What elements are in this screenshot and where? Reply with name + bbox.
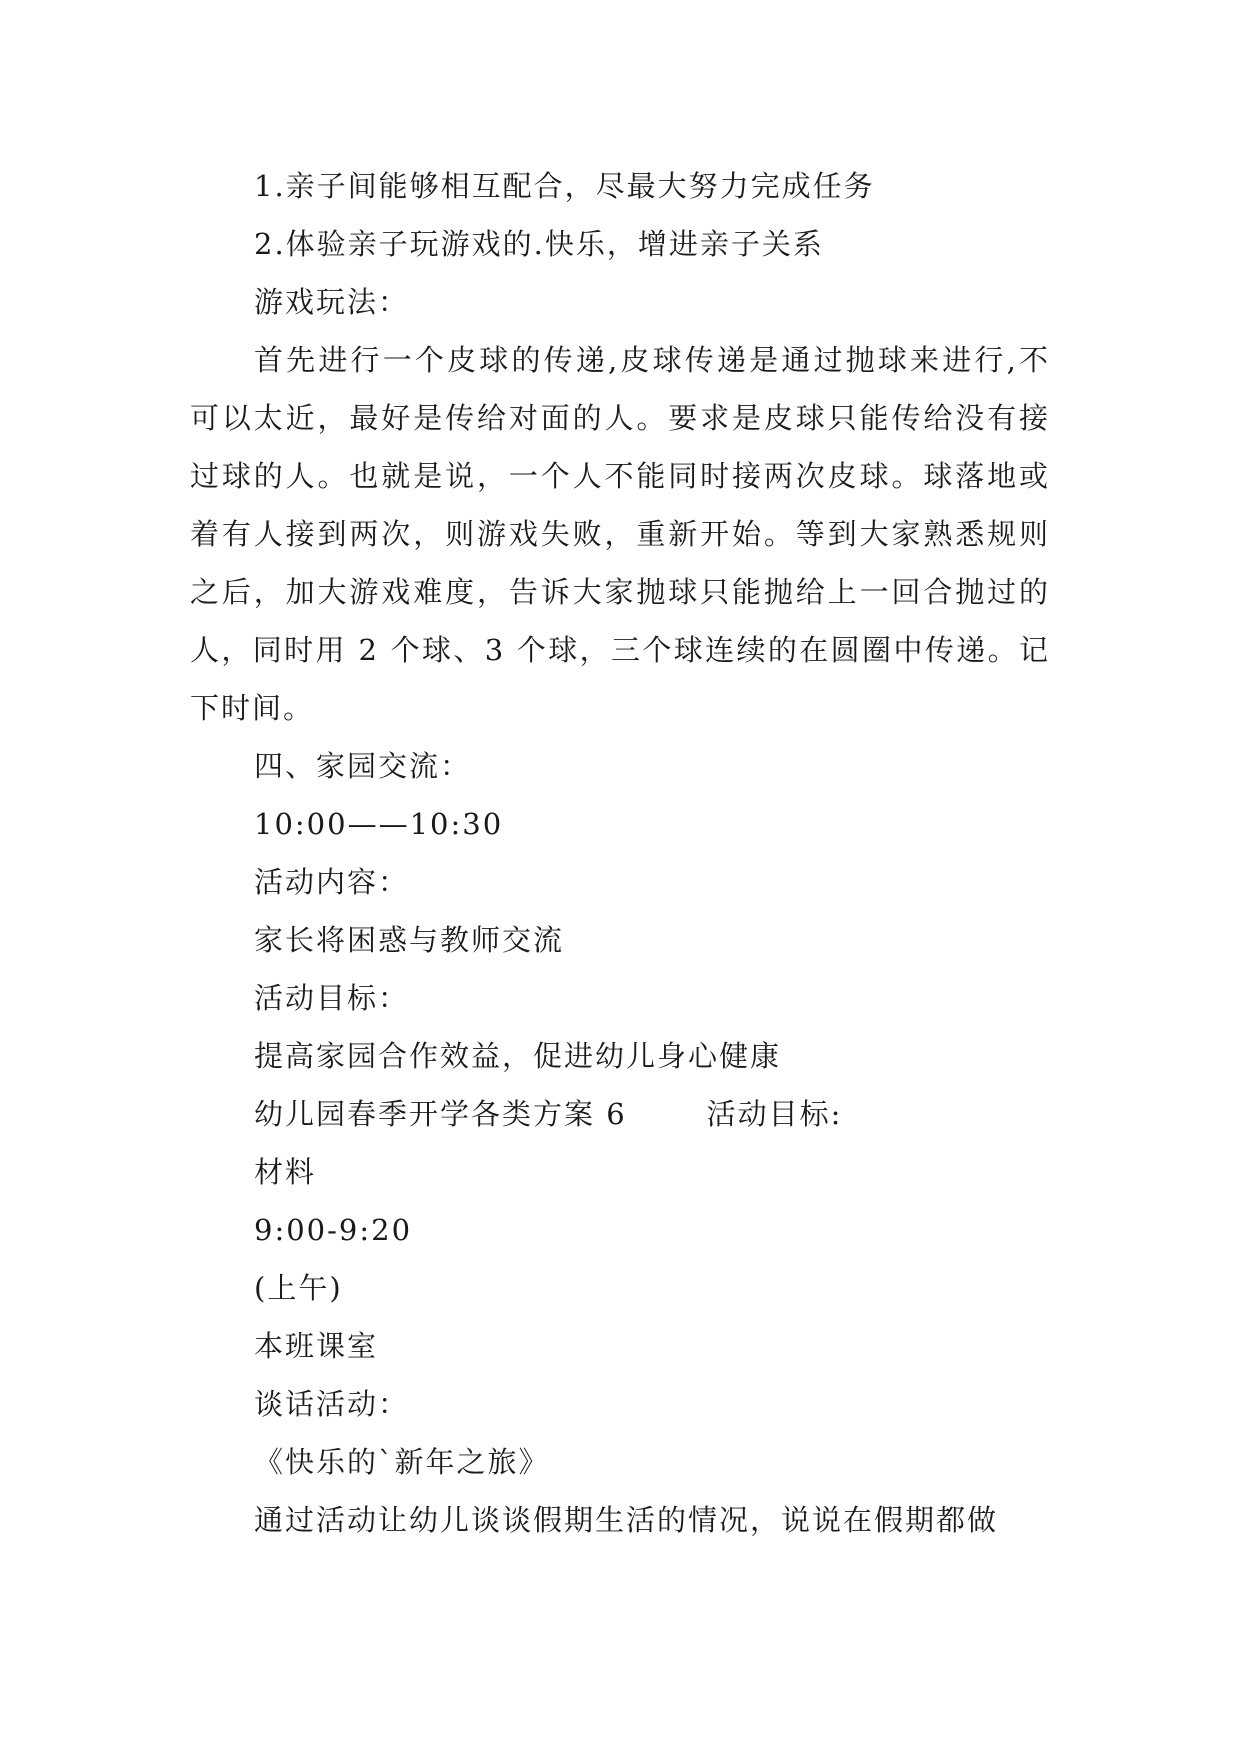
goal-line-1: 1.亲子间能够相互配合，尽最大努力完成任务 [254,169,875,203]
section-4-heading: 四、家园交流： [254,749,472,783]
game-rules-heading: 游戏玩法： [254,285,410,319]
talk-activity-text: 通过活动让幼儿谈谈假期生活的情况，说说在假期都做 [254,1503,999,1537]
location-label: 本班课室 [254,1329,379,1363]
document-body [190,157,1050,1549]
activity-content-heading: 活动内容： [254,865,410,899]
activity-goal-text: 提高家园合作效益，促进幼儿身心健康 [254,1039,782,1073]
plan-title-line [190,1085,1050,1143]
activity-goal-heading: 活动目标： [254,981,410,1015]
materials-label: 材料 [254,1155,317,1189]
time-range: 9:00-9:20 [254,1213,413,1247]
plan-goal-heading: 活动目标: [706,1097,843,1131]
game-rules-paragraph: 首先进行一个皮球的传递,皮球传递是通过抛球来进行,不可以太近，最好是传给对面的人。要求是皮球只能传给没有接过球的人。也就是说，一个人不能同时接两次皮球。球落地或着有人接到两次，则游戏失败，重新开始。等到大家熟悉规则之后，加大游戏难度，告诉大家抛球只能抛给上一回合抛过的人，同时用 2 个球、3 个球，三个球连续的在圆圈中传递。记下时间。 [190,343,1050,725]
morning-label: (上午) [254,1271,343,1305]
goal-line-2: 2.体验亲子玩游戏的.快乐，增进亲子关系 [254,227,824,261]
section-4-time: 10:00——10:30 [254,807,504,841]
talk-activity-heading: 谈话活动： [254,1387,410,1421]
activity-content-text: 家长将困惑与教师交流 [254,923,565,957]
plan-title: 幼儿园春季开学各类方案 6 [254,1097,627,1131]
talk-activity-title: 《快乐的`新年之旅》 [254,1445,550,1479]
